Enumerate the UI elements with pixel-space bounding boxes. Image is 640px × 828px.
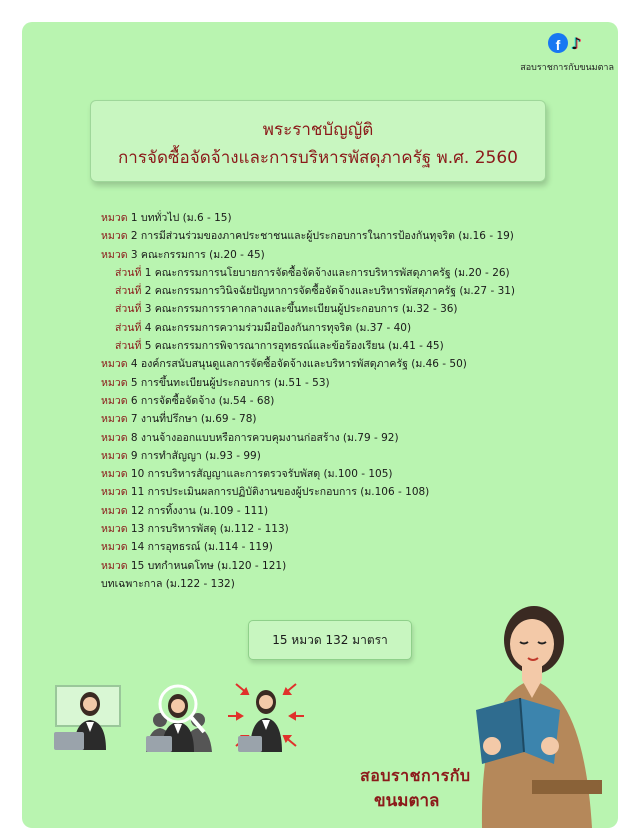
toc-chapter-item: [101, 227, 515, 245]
toc-item-label: หมวด: [101, 486, 128, 499]
tiktok-icon[interactable]: ♪: [571, 33, 582, 53]
toc-item-label: หมวด: [101, 504, 128, 517]
toc-item-text: 1 คณะกรรมการนโยบายการจัดซื้อจัดจ้างและการบริหารพัสดุภาครัฐ (ม.20 - 26): [144, 266, 510, 279]
toc-item-label: หมวด: [101, 468, 128, 481]
toc-item-label: หมวด: [101, 431, 128, 444]
spotlight-illustration: [226, 676, 306, 752]
facebook-icon[interactable]: f: [548, 33, 568, 53]
title-box: [90, 100, 546, 182]
table-of-contents: [101, 209, 515, 593]
toc-item-label: หมวด: [101, 523, 128, 536]
toc-item-label: หมวด: [101, 212, 128, 224]
summary-box: 15 หมวด 132 มาตรา: [248, 620, 412, 660]
toc-chapter-item: [101, 355, 515, 373]
footer-brand-line2: ขนมตาล: [374, 791, 440, 811]
brand-name: สอบราชการกับขนมตาล: [520, 63, 614, 73]
toc-section-item: [101, 337, 515, 355]
footer-brand-line1: สอบราชการกับ: [360, 766, 471, 785]
toc-item-label: หมวด: [101, 248, 128, 261]
social-icons: [548, 33, 581, 53]
toc-chapter-item: [101, 209, 515, 227]
toc-item-text: 9 การทำสัญญา (ม.93 - 99): [130, 449, 261, 462]
toc-chapter-item: [101, 502, 515, 520]
toc-item-label: ส่วนที่: [115, 303, 142, 316]
toc-item-label: หมวด: [101, 358, 128, 371]
toc-item-label: หมวด: [101, 559, 128, 572]
toc-chapter-item: [101, 465, 515, 483]
toc-chapter-item: [101, 374, 515, 392]
toc-item-text: 10 การบริหารสัญญาและการตรวจรับพัสดุ (ม.100 - 105): [130, 468, 393, 481]
toc-item-text: 7 งานที่ปรึกษา (ม.69 - 78): [130, 413, 257, 426]
toc-item-label: หมวด: [101, 449, 128, 462]
toc-chapter-item: [101, 447, 515, 465]
toc-item-text: 5 คณะกรรมการพิจารณาการอุทธรณ์และข้อร้องเรียน (ม.41 - 45): [144, 340, 444, 353]
toc-item-text: 3 คณะกรรมการราคากลางและขึ้นทะเบียนผู้ประกอบการ (ม.32 - 36): [144, 303, 458, 316]
toc-item-label: หมวด: [101, 376, 128, 389]
toc-item-text: 15 บทกำหนดโทษ (ม.120 - 121): [130, 559, 287, 572]
toc-item-text: 4 คณะกรรมการความร่วมมือป้องกันการทุจริต (ม.37 - 40): [144, 321, 412, 334]
toc-item-text: 14 การอุทธรณ์ (ม.114 - 119): [130, 541, 273, 554]
toc-section-item: [101, 319, 515, 337]
toc-section-item: [101, 264, 515, 282]
presenter-illustration: [50, 676, 126, 752]
toc-chapter-item: [101, 557, 515, 575]
toc-item-label: ส่วนที่: [115, 285, 142, 298]
toc-chapter-item: [101, 575, 515, 593]
reading-woman-illustration: [462, 594, 612, 828]
toc-section-item: [101, 300, 515, 318]
toc-item-text: 1 บททั่วไป (ม.6 - 15): [130, 212, 232, 224]
toc-chapter-item: [101, 520, 515, 538]
toc-chapter-item: [101, 392, 515, 410]
toc-item-text: 12 การทิ้งงาน (ม.109 - 111): [130, 504, 269, 517]
toc-section-item: [101, 282, 515, 300]
toc-item-text: 2 คณะกรรมการวินิจฉัยปัญหาการจัดซื้อจัดจ้างและบริหารพัสดุภาครัฐ (ม.27 - 31): [144, 285, 516, 298]
toc-item-text: บทเฉพาะกาล (ม.122 - 132): [101, 577, 235, 590]
toc-item-label: หมวด: [101, 541, 128, 554]
toc-item-text: 5 การขึ้นทะเบียนผู้ประกอบการ (ม.51 - 53): [130, 376, 330, 389]
toc-chapter-item: [101, 246, 515, 264]
toc-item-label: หมวด: [101, 230, 128, 243]
toc-item-label: ส่วนที่: [115, 266, 142, 279]
toc-item-text: 3 คณะกรรมการ (ม.20 - 45): [130, 248, 265, 261]
toc-item-label: หมวด: [101, 413, 128, 426]
toc-item-text: 11 การประเมินผลการปฏิบัติงานของผู้ประกอบการ (ม.106 - 108): [130, 486, 430, 499]
toc-chapter-item: [101, 538, 515, 556]
toc-item-text: 8 งานจ้างออกแบบหรือการควบคุมงานก่อสร้าง (ม.79 - 92): [130, 431, 399, 444]
toc-chapter-item: [101, 483, 515, 501]
toc-item-text: 13 การบริหารพัสดุ (ม.112 - 113): [130, 523, 289, 536]
toc-item-label: ส่วนที่: [115, 340, 142, 353]
toc-item-label: หมวด: [101, 394, 128, 407]
toc-item-text: 4 องค์กรสนับสนุนดูแลการจัดซื้อจัดจ้างและบริหารพัสดุภาครัฐ (ม.46 - 50): [130, 358, 467, 371]
toc-item-text: 2 การมีส่วนร่วมของภาคประชาชนและผู้ประกอบการในการป้องกันทุจริต (ม.16 - 19): [130, 230, 514, 243]
toc-chapter-item: [101, 429, 515, 447]
magnifier-illustration: [138, 676, 218, 752]
toc-item-label: ส่วนที่: [115, 321, 142, 334]
toc-item-text: 6 การจัดซื้อจัดจ้าง (ม.54 - 68): [130, 394, 275, 407]
page-subtitle: การจัดซื้อจัดจ้างและการบริหารพัสดุภาครัฐ พ.ศ. 2560: [118, 148, 518, 168]
toc-chapter-item: [101, 410, 515, 428]
page-title: พระราชบัญญัติ: [262, 120, 374, 140]
footer-brand: [360, 764, 471, 814]
